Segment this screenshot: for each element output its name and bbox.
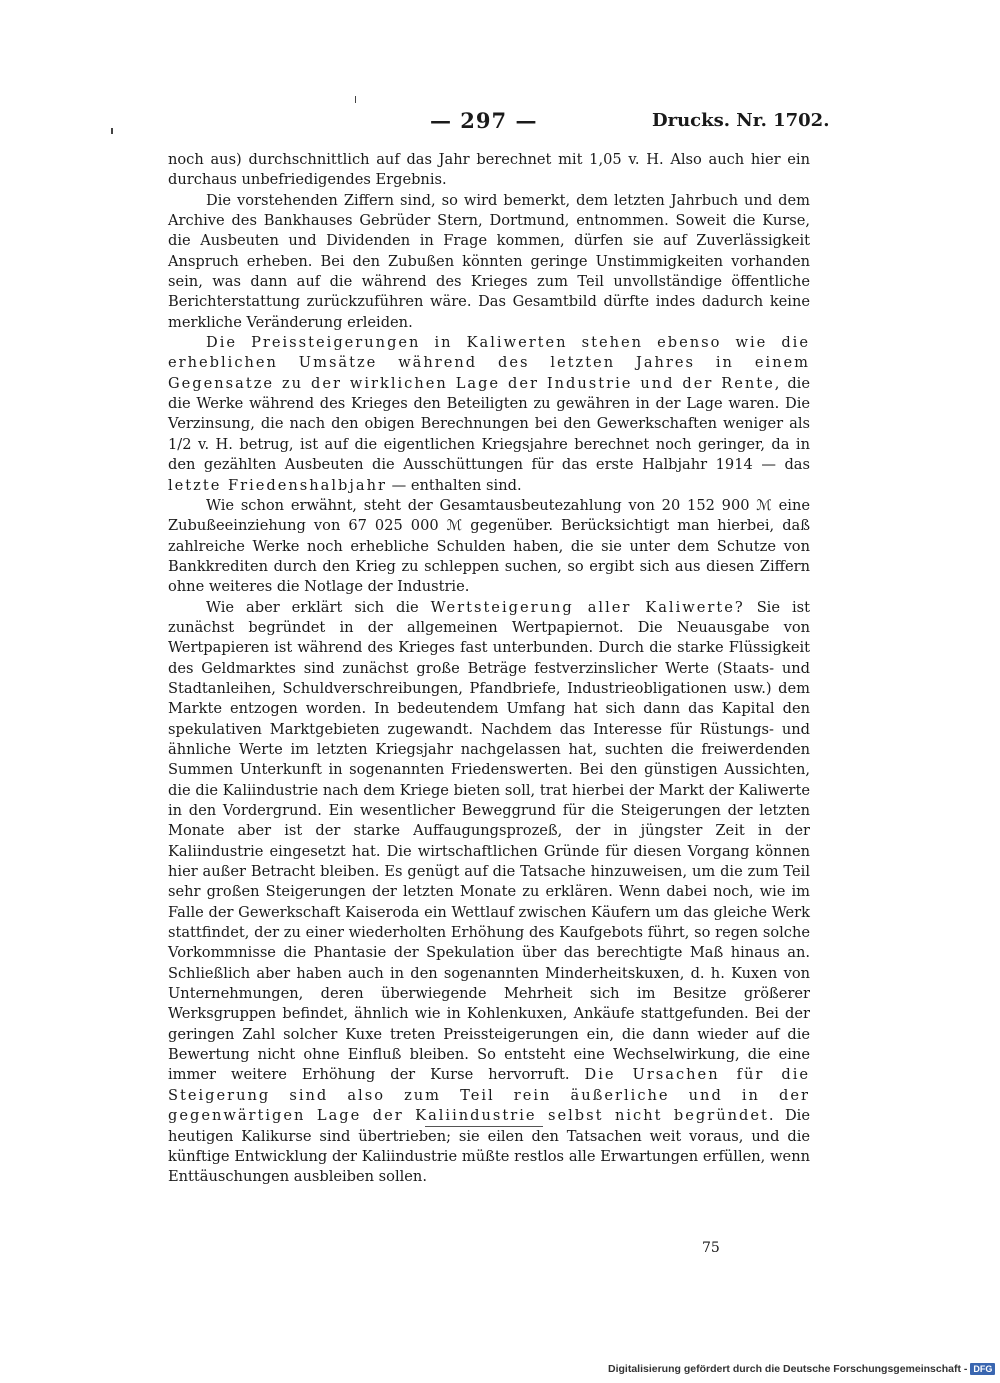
paragraph-1 (168, 150, 810, 191)
paragraph-3-emphasis: Die Preissteigerungen in Kaliwerten stehen ebenso wie die erheblichen Umsätze während des letzten Jahres in einem Gegensatze zu der wirklichen Lage der Industrie und der Rente, (168, 334, 810, 392)
section-divider (425, 1126, 543, 1127)
paragraph-3 (168, 333, 810, 496)
paragraph-5-text-start: Wie aber erklärt sich die (206, 598, 431, 616)
sheet-number: 75 (702, 1240, 720, 1256)
paragraph-1-text: noch aus) durchschnittlich auf das Jahr berechnet mit 1,05 v. H. Also auch hier ein durchaus unbefriedigendes Ergebnis. (168, 151, 810, 189)
page-number: — 297 — (430, 108, 538, 133)
document-reference: Drucks. Nr. 1702. (652, 110, 830, 131)
paragraph-5-text: Sie ist zunächst begründet in der allgemeinen Wertpapiernot. Die Neuausgabe von Wertpapieren ist während des Krieges fast unterbunden. Durch die starke Flüssigkeit des Geldmarktes sind zunächst große Beträge festverzinslicher Werte (Staats- und Stadtanleihen, Schuldverschreibungen, Pfandbriefe, Industrieobligationen usw.) dem Markte entzogen worden. In bedeutendem Umfang hat sich dann das Kapital den spekulativen Marktgebieten zugewandt. Nachdem das Interesse für Rüstungs- und ähnliche Werte im letzten Kriegsjahr nachgelassen hat, suchten die freiwerdenden Summen Unterkunft in sogenannten Friedenswerten. Bei den günstigen Aussichten, die die Kaliindustrie nach dem Kriege bieten soll, trat hierbei der Markt der Kaliwerte in den Vordergrund. Ein wesentlicher Beweggrund für die Steigerungen der letzten Monate aber ist der starke Auffaugungsprozeß, der in jüngster Zeit in der Kaliindustrie eingesetzt hat. Die wirtschaftlichen Gründe für diesen Vorgang können hier außer Betracht bleiben. Es genügt auf die Tatsache hinzuweisen, um die zum Teil sehr großen Steigerungen der letzten Monate zu erklären. Wenn dabei noch, wie im Falle der Gewerkschaft Kaiseroda ein Wettlauf zwischen Käufern um das gleiche Werk stattfindet, der zu einer wiederholten Erhöhung des Kaufgebots führt, so regen solche Vorkommnisse die Phantasie der Spekulation über das berechtigte Maß hinaus an. Schließlich aber haben auch in den sogenannten Minderheitskuxen, d. h. Kuxen von Unternehmungen, deren überwiegende Mehrheit sich im Besitze größerer Werksgruppen befindet, ähnlich wie in Kohlenkuxen, Ankäufe stattgefunden. Bei der geringen Zahl solcher Kuxe treten Preissteigerungen ein, die dann wieder auf die Bewertung nicht ohne Einfluß bleiben. So entsteht eine Wechselwirkung, die eine immer weitere Erhöhung der Kurse hervorruft. (168, 598, 810, 1084)
paragraph-2 (168, 191, 810, 333)
paragraph-3-emphasis-end: letzte Friedenshalbjahr (168, 476, 387, 494)
paragraph-5-text-end: Die heutigen Kalikurse sind übertrieben; sie eilen den Tatsachen weit voraus, und die künftige Entwicklung der Kaliindustrie müßte restlos alle Erwartungen erfüllen, wenn Enttäuschungen ausbleiben sollen. (168, 1107, 810, 1186)
paragraph-5 (168, 598, 810, 1188)
dfg-logo: DFG (970, 1363, 995, 1375)
digitization-credit (608, 1363, 995, 1375)
paragraph-5-emphasis-end: Die Ursachen für die Steigerung sind also zum Teil rein äußerliche und in der gegenwärtigen Lage der Kaliindustrie selbst nicht begründet. (168, 1066, 810, 1125)
paragraph-2-text: Die vorstehenden Ziffern sind, so wird bemerkt, dem letzten Jahrbuch und dem Archive des Bankhauses Gebrüder Stern, Dortmund, entnommen. Soweit die Kurse, die Ausbeuten und Dividenden in Frage kommen, dürfen sie auf Zuverlässigkeit Anspruch erheben. Bei den Zubußen könnten geringe Unstimmigkeiten vorhanden sein, was dann auf die während des Krieges zum Teil unvollständige öffentliche Berichterstattung zurückzuführen wäre. Das Gesamtbild dürfte indes dadurch keine merkliche Veränderung erleiden. (168, 191, 810, 331)
margin-mark-top (355, 96, 356, 103)
paragraph-4 (168, 496, 810, 598)
page-header (0, 108, 1000, 138)
paragraph-5-emphasis: Wertsteigerung aller Kaliwerte? (430, 598, 745, 616)
credit-text: Digitalisierung gefördert durch die Deutsche Forschungsgemeinschaft - (608, 1363, 968, 1375)
paragraph-3-text: die die Werke während des Krieges den Beteiligten zu gewähren in der Lage waren. Die Verzinsung, die nach den obigen Berechnungen bei den Gewerkschaften weniger als 1/2 v. H. betrug, ist auf die eigentlichen Kriegsjahre berechnet noch geringer, da in den gezählten Ausbeuten die Ausschüttungen für das erste Halbjahr 1914 — das (168, 374, 810, 474)
paragraph-3-text-end: — enthalten sind. (386, 476, 522, 494)
paragraph-4-text: Wie schon erwähnt, steht der Gesamtausbeutezahlung von 20 152 900 ℳ eine Zubußeeinziehung von 67 025 000 ℳ gegenüber. Berücksichtigt man hierbei, daß zahlreiche Werke noch erhebliche Schulden haben, die sie unter dem Schutze von Bankkrediten durch den Krieg zu schleppen suchen, so ergibt sich aus diesen Ziffern ohne weiteres die Notlage der Industrie. (168, 496, 810, 596)
body-text (168, 150, 810, 1188)
